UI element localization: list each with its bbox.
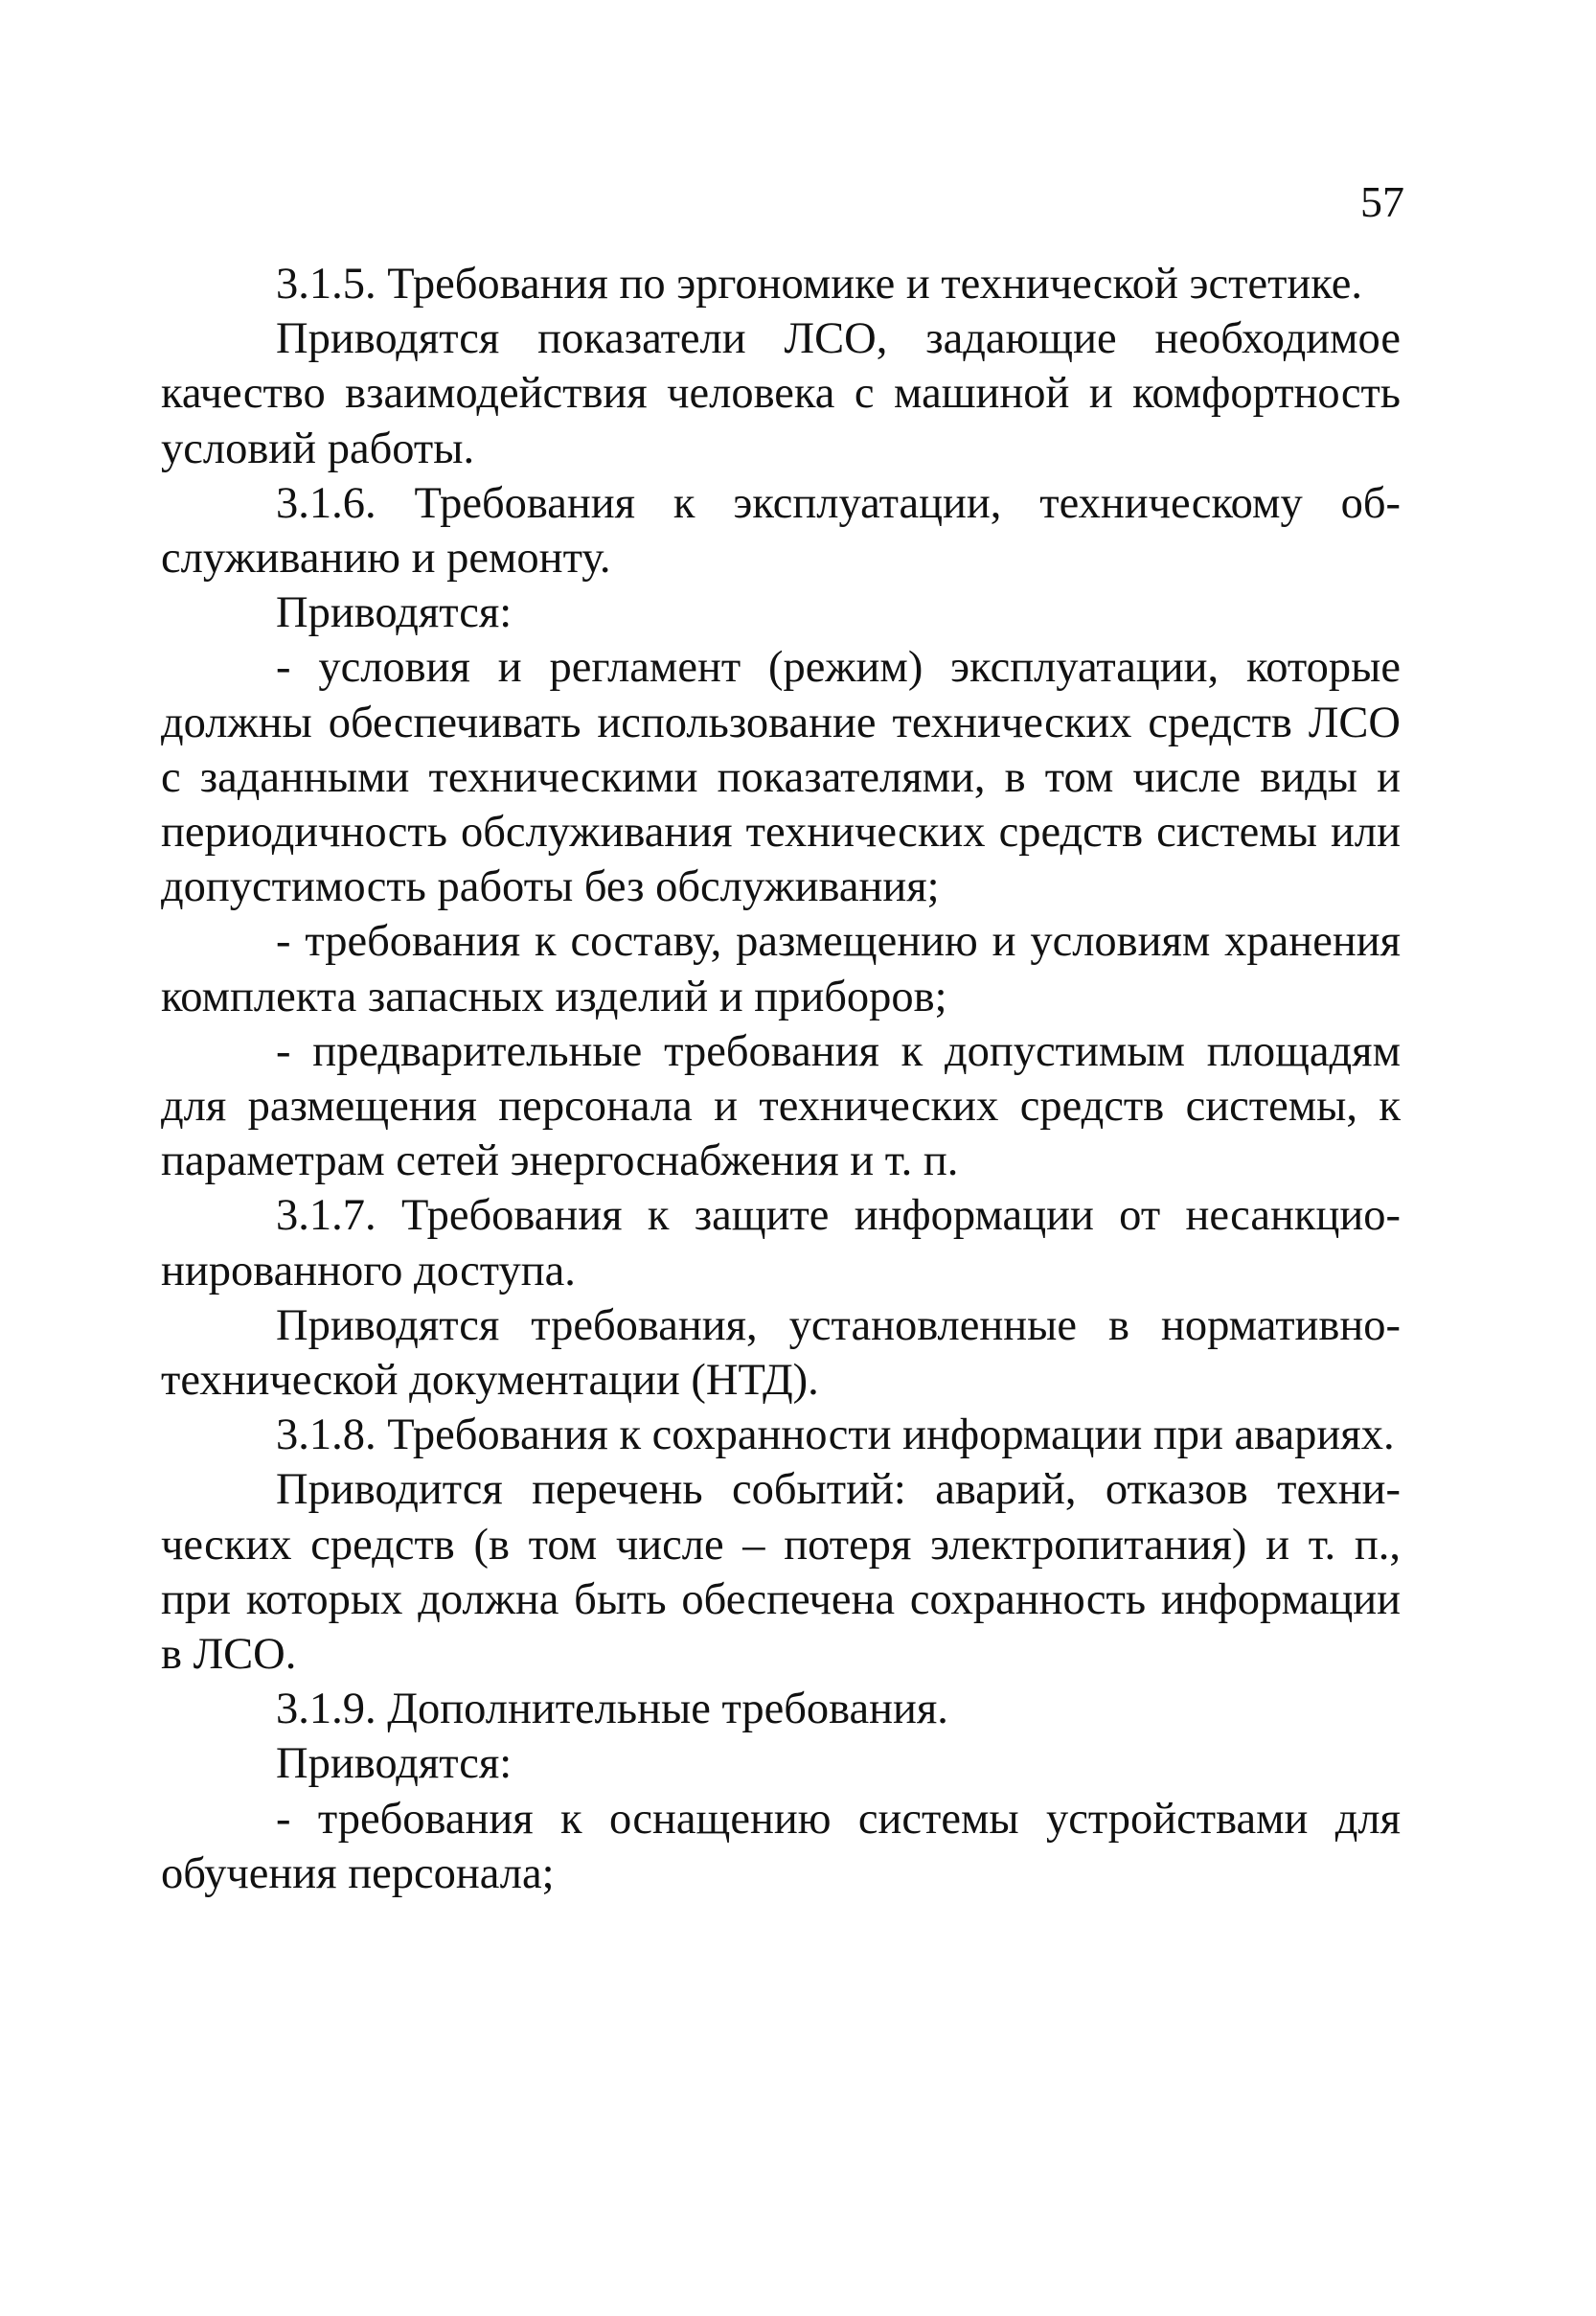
list-item-operation-conditions: - условия и регламент (режим) эксплуатации, которые должны обеспечивать использование технических средств ЛСО с заданными техническими показателями, в том числе виды и периодичность обслуживания технических средств системы или допустимость работы без обслуживания; bbox=[161, 643, 1401, 912]
list-item-training: - требования к оснащению системы устройствами для обучения персонала; bbox=[161, 1794, 1401, 1898]
page-number: 57 bbox=[1360, 177, 1404, 226]
list-item-spare-parts: - требования к составу, размещению и условиям хранения комплекта запасных изделий и приборов; bbox=[161, 917, 1401, 1021]
paragraph-lead-in-2: Приводятся: bbox=[276, 1739, 513, 1789]
paragraph-protection: Приводятся требования, установленные в нормативно-технической документации (НТД). bbox=[161, 1300, 1401, 1406]
paragraph-ergonomics: Приводятся показатели ЛСО, задающие необходимое качество взаимодействия человека с машиной и комфортность условий работы. bbox=[161, 314, 1401, 473]
section-heading-3-1-7: 3.1.7. Требования к защите информации от несанкционированного доступа. bbox=[161, 1191, 1401, 1296]
section-heading-3-1-5: 3.1.5. Требования по эргономике и технической эстетике. bbox=[276, 260, 1362, 309]
list-item-premises: - предварительные требования к допустимым площадям для размещения персонала и технических средств системы, к параметрам сетей энергоснабжения и т. п. bbox=[161, 1026, 1401, 1186]
paragraph-lead-in: Приводятся: bbox=[276, 588, 513, 638]
section-heading-3-1-9: 3.1.9. Дополнительные требования. bbox=[276, 1685, 948, 1734]
section-heading-3-1-6: 3.1.6. Требования к эксплуатации, техническому обслуживанию и ремонту. bbox=[161, 478, 1401, 584]
body-text bbox=[161, 257, 1401, 1901]
section-heading-3-1-8: 3.1.8. Требования к сохранности информации при авариях. bbox=[276, 1410, 1395, 1460]
paragraph-failures: Приводится перечень событий: аварий, отказов технических средств (в том числе – потеря электропитания) и т. п., при которых должна быть обеспечена сохранность информации в ЛСО. bbox=[161, 1465, 1401, 1680]
